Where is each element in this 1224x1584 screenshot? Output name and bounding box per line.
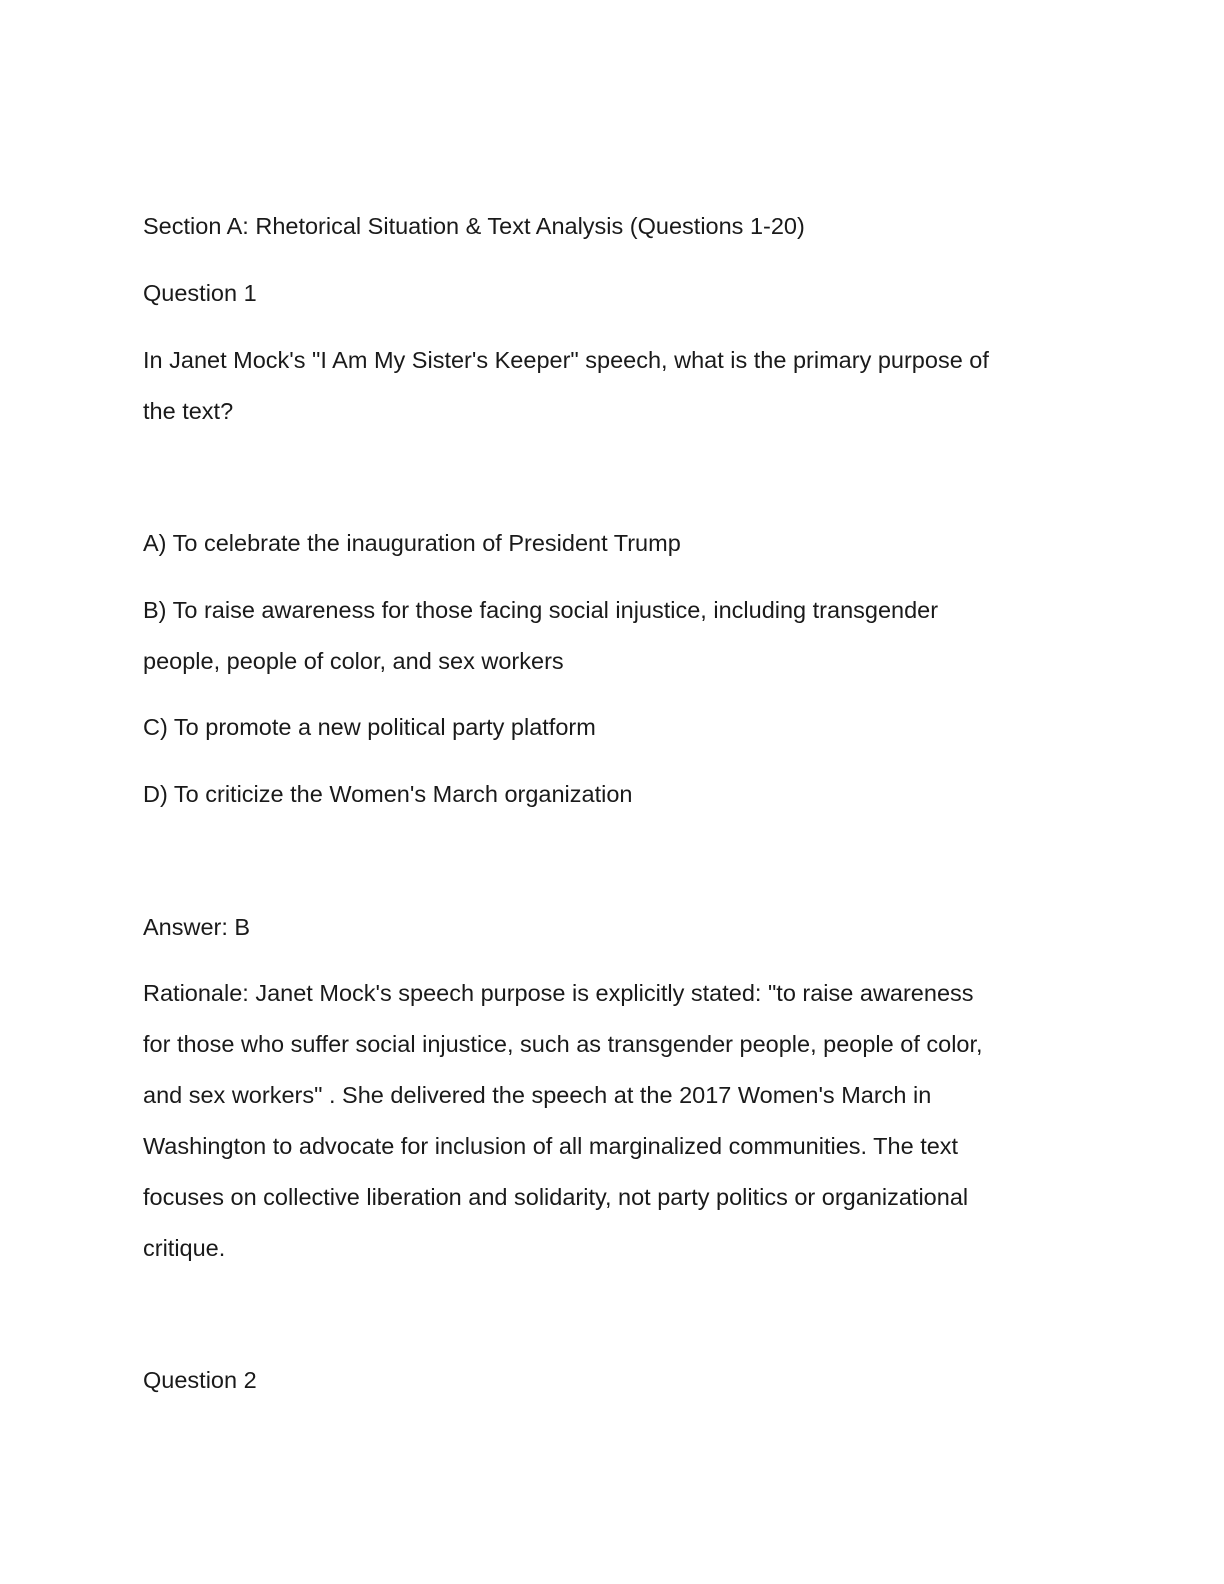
option-a: A) To celebrate the inauguration of President Trump — [143, 530, 681, 556]
rationale-line-4: Washington to advocate for inclusion of all marginalized communities. The text — [143, 1133, 959, 1159]
question-1-prompt-line-2: the text? — [143, 398, 234, 424]
option-b-line-1: B) To raise awareness for those facing social injustice, including transgender — [143, 597, 939, 623]
rationale-line-6: critique. — [143, 1235, 226, 1261]
section-heading: Section A: Rhetorical Situation & Text Analysis (Questions 1-20) — [143, 213, 805, 239]
option-c: C) To promote a new political party platform — [143, 714, 596, 740]
answer-line: Answer: B — [143, 914, 251, 940]
rationale-line-2: for those who suffer social injustice, such as transgender people, people of color, — [143, 1031, 983, 1057]
rationale-line-3: and sex workers" . She delivered the speech at the 2017 Women's March in — [143, 1082, 932, 1108]
rationale-line-5: focuses on collective liberation and solidarity, not party politics or organizational — [143, 1184, 969, 1210]
option-d: D) To criticize the Women's March organization — [143, 781, 633, 807]
rationale-line-1: Rationale: Janet Mock's speech purpose is explicitly stated: "to raise awareness — [143, 980, 974, 1006]
question-1-prompt-line-1: In Janet Mock's "I Am My Sister's Keeper" speech, what is the primary purpose of — [143, 347, 989, 373]
question-2-label: Question 2 — [143, 1367, 257, 1393]
question-1-label: Question 1 — [143, 280, 257, 306]
option-b-line-2: people, people of color, and sex workers — [143, 648, 564, 674]
